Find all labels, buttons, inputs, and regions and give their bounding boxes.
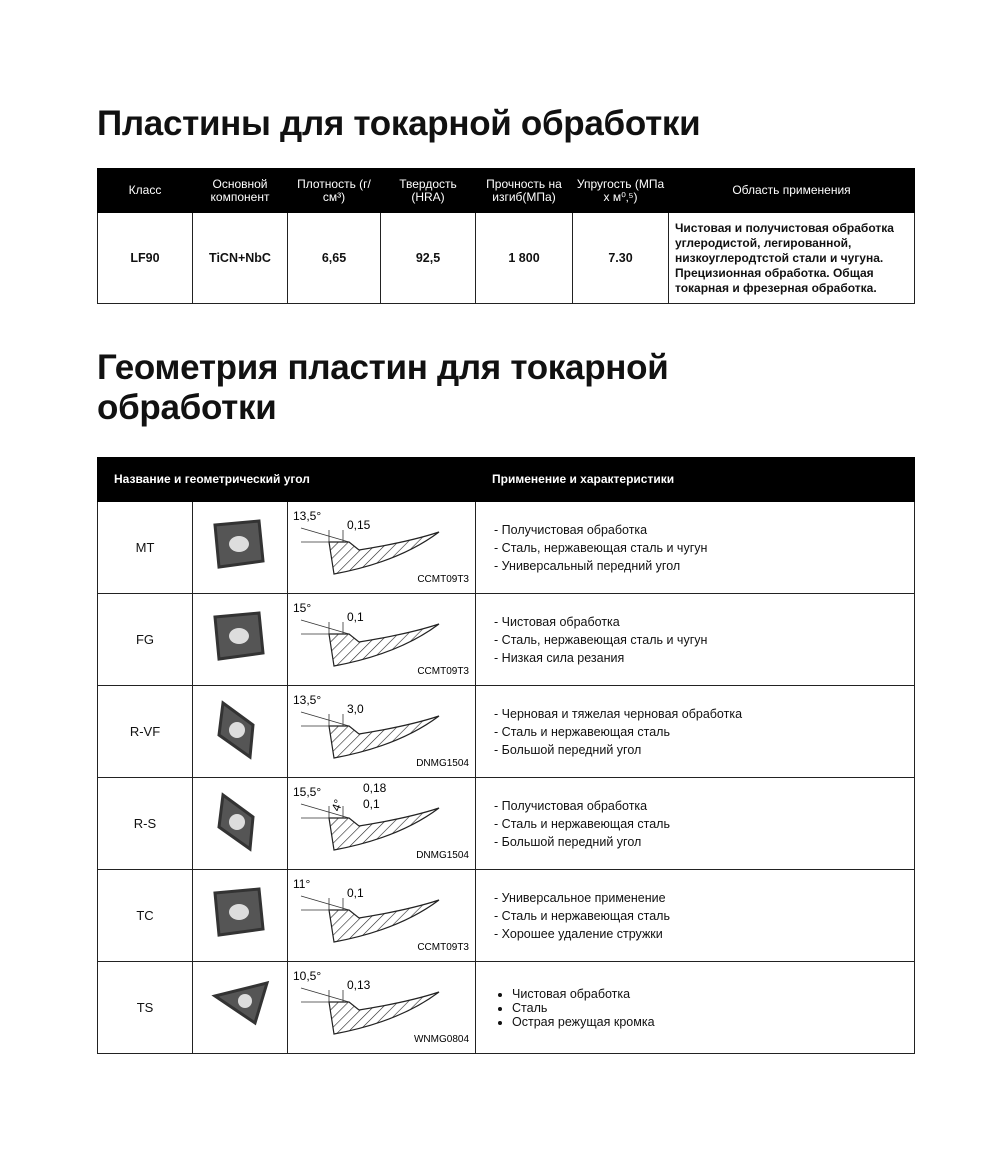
geometry-name: MT bbox=[98, 502, 193, 594]
insert-image bbox=[193, 594, 288, 686]
dimension-2: 0,1 bbox=[362, 797, 380, 811]
geometry-name: R-S bbox=[98, 778, 193, 870]
geometry-diagram bbox=[288, 962, 476, 1054]
insert-image bbox=[193, 686, 288, 778]
table-cell: 6,65 bbox=[288, 213, 381, 304]
header-cell: Упругость (МПа x м⁰‚⁵) bbox=[573, 169, 669, 213]
insert-image bbox=[193, 870, 288, 962]
header-cell: Плотность (г/см³) bbox=[288, 169, 381, 213]
angle-label: 15° bbox=[292, 601, 311, 615]
dimension-label: 0,1 bbox=[346, 886, 364, 900]
application-cell bbox=[476, 962, 915, 1054]
characteristics-list bbox=[476, 987, 914, 1029]
table-row bbox=[98, 778, 915, 870]
dimension-label: 0,18 bbox=[362, 781, 386, 795]
list-item: - Получистовая обработка bbox=[494, 521, 914, 539]
table-row bbox=[98, 686, 915, 778]
geometry-diagram bbox=[288, 686, 476, 778]
dimension-label: 0,15 bbox=[346, 518, 370, 532]
table-row bbox=[98, 502, 915, 594]
list-item: - Универсальное применение bbox=[494, 889, 914, 907]
header-name: Название и геометрический угол bbox=[98, 458, 476, 502]
list-item: - Большой передний угол bbox=[494, 833, 914, 851]
list-item: - Чистовая обработка bbox=[494, 613, 914, 631]
characteristics-list bbox=[476, 889, 914, 943]
list-item: - Сталь и нержавеющая сталь bbox=[494, 815, 914, 833]
application-cell bbox=[476, 502, 915, 594]
header-cell: Прочность на изгиб(МПа) bbox=[476, 169, 573, 213]
angle-label: 13,5° bbox=[292, 509, 321, 523]
table-cell: LF90 bbox=[98, 213, 193, 304]
table-row bbox=[98, 870, 915, 962]
angle-2: 4° bbox=[328, 797, 346, 814]
table-cell: TiCN+NbC bbox=[193, 213, 288, 304]
list-item: - Хорошее удаление стружки bbox=[494, 925, 914, 943]
title-geometry: Геометрия пластин для токарной обработки bbox=[97, 348, 669, 427]
table-cell: 1 800 bbox=[476, 213, 573, 304]
characteristics-list bbox=[476, 613, 914, 667]
insert-image bbox=[193, 502, 288, 594]
insert-code: CCMT09T3 bbox=[416, 666, 469, 677]
table-cell: 92,5 bbox=[381, 213, 476, 304]
geometry-diagram bbox=[288, 870, 476, 962]
header-application: Применение и характеристики bbox=[476, 458, 915, 502]
list-item: - Сталь, нержавеющая сталь и чугун bbox=[494, 539, 914, 557]
insert-code: DNMG1504 bbox=[415, 758, 469, 769]
table-cell: 7.30 bbox=[573, 213, 669, 304]
insert-code: CCMT09T3 bbox=[416, 942, 469, 953]
characteristics-list bbox=[476, 797, 914, 851]
angle-label: 10,5° bbox=[292, 969, 321, 983]
header-cell: Твердость (HRA) bbox=[381, 169, 476, 213]
list-item: • Острая режущая кромка bbox=[512, 1015, 914, 1029]
geometry-name: FG bbox=[98, 594, 193, 686]
dimension-label: 0,13 bbox=[346, 978, 370, 992]
geometry-table bbox=[97, 457, 915, 1054]
table-cell: Чистовая и получистовая обработка углеродистой, легированной, низкоуглеродтстой стали и чугуна. Прецизионная обработка. Общая токарная и фрезерная обработка. bbox=[669, 213, 915, 304]
angle-label: 15,5° bbox=[292, 785, 321, 799]
list-item: - Сталь, нержавеющая сталь и чугун bbox=[494, 631, 914, 649]
table-row bbox=[98, 594, 915, 686]
list-item: - Большой передний угол bbox=[494, 741, 914, 759]
application-cell bbox=[476, 870, 915, 962]
angle-label: 11° bbox=[292, 877, 310, 891]
geometry-diagram bbox=[288, 778, 476, 870]
insert-code: WNMG0804 bbox=[413, 1034, 469, 1045]
application-cell bbox=[476, 778, 915, 870]
geometry-name: TS bbox=[98, 962, 193, 1054]
geometry-diagram bbox=[288, 502, 476, 594]
title-materials: Пластины для токарной обработки bbox=[97, 104, 701, 143]
list-item: - Черновая и тяжелая черновая обработка bbox=[494, 705, 914, 723]
list-item: - Универсальный передний угол bbox=[494, 557, 914, 575]
materials-table bbox=[97, 168, 915, 304]
table-row bbox=[98, 962, 915, 1054]
list-item: - Получистовая обработка bbox=[494, 797, 914, 815]
list-item: - Низкая сила резания bbox=[494, 649, 914, 667]
list-item: - Сталь и нержавеющая сталь bbox=[494, 723, 914, 741]
geometry-diagram bbox=[288, 594, 476, 686]
dimension-label: 3,0 bbox=[346, 702, 364, 716]
characteristics-list bbox=[476, 705, 914, 759]
application-cell bbox=[476, 594, 915, 686]
header-cell: Основной компонент bbox=[193, 169, 288, 213]
characteristics-list bbox=[476, 521, 914, 575]
list-item: • Сталь bbox=[512, 1001, 914, 1015]
insert-image bbox=[193, 778, 288, 870]
header-cell: Класс bbox=[98, 169, 193, 213]
header-cell: Область применения bbox=[669, 169, 915, 213]
geometry-name: R-VF bbox=[98, 686, 193, 778]
dimension-label: 0,1 bbox=[346, 610, 364, 624]
insert-image bbox=[193, 962, 288, 1054]
application-cell bbox=[476, 686, 915, 778]
angle-label: 13,5° bbox=[292, 693, 321, 707]
geometry-name: TC bbox=[98, 870, 193, 962]
insert-code: DNMG1504 bbox=[415, 850, 469, 861]
list-item: - Сталь и нержавеющая сталь bbox=[494, 907, 914, 925]
insert-code: CCMT09T3 bbox=[416, 574, 469, 585]
list-item: • Чистовая обработка bbox=[512, 987, 914, 1001]
